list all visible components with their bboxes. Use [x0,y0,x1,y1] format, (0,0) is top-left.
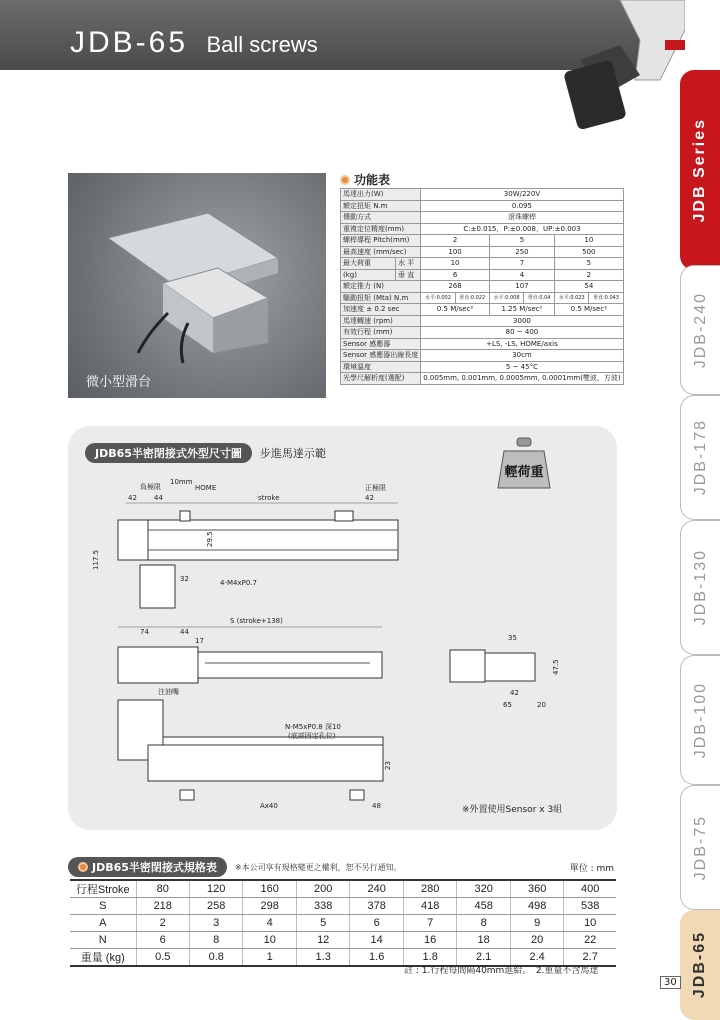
spec-value: 垂直:0.022 [455,292,489,304]
sensor-note: ※外置使用Sensor x 3組 [462,805,563,815]
spec-label: (kg) [341,269,396,281]
spec-value: 268 [421,281,490,293]
table-row [70,898,616,915]
spec-value: 6 [421,269,490,281]
table-cell: 258 [189,898,242,915]
spec-value: 10 [554,235,623,247]
model-name: JDB-65 [70,26,189,59]
badge-text: 輕荷重 [504,465,544,480]
spec-value: 0.095 [421,200,623,212]
spec-row [341,361,624,373]
spec-value: 250 [489,246,554,258]
spec-sublabel: 水 平 [396,258,421,270]
spec-value: 2 [554,269,623,281]
tab-jdb-240[interactable]: JDB-240 [680,265,720,395]
spec-value: 54 [554,281,623,293]
table-cell: 338 [296,898,349,915]
spec-label: Sensor 感應器 [341,338,421,350]
spec-label: 螺桿導程 Pitch(mm) [341,235,421,247]
table-cell: 1.8 [403,949,456,967]
table-cell: 498 [510,898,563,915]
tab-jdb-65[interactable]: JDB-65 [680,910,720,1020]
spec-value: 1.25 M/sec² [489,304,554,316]
table-cell: 1.3 [296,949,349,967]
spec-value: 5 [554,258,623,270]
spec-label: 馬達出力(W) [341,189,421,201]
table-row [70,915,616,932]
spec-label: 馬達轉速 (rpm) [341,315,421,327]
drawing-header [85,443,326,463]
spec-value: 4 [489,269,554,281]
dim-35: 35 [508,634,517,642]
spec-label: 額定推力 (N) [341,281,421,293]
dim-20: 20 [537,701,546,709]
table-cell: 378 [350,898,403,915]
spec-label: 光學尺解析度(選配) [341,373,421,385]
table-cell: 538 [564,898,616,915]
spec-row [341,212,624,224]
dim-table-note: ※本公司享有規格變更之權利，恕不另行通知。 [234,862,402,872]
table-cell: 6 [350,915,403,932]
dim-s-stroke: S (stroke+138) [230,617,283,625]
dim-42c: 42 [510,689,519,697]
dim-42b: 42 [365,494,374,502]
label-m5: N-M5xP0.8 深10 [285,723,341,731]
spec-row [341,281,624,293]
spec-label: 有效行程 (mm) [341,327,421,339]
spec-row [341,373,624,385]
table-cell: 16 [403,932,456,949]
spec-value: 垂直:0.043 [589,292,623,304]
table-cell: 8 [189,932,242,949]
header-title [70,26,318,60]
spec-label: 傳動方式 [341,212,421,224]
spec-value: 0.5 M/sec² [421,304,490,316]
label-home: HOME [195,484,217,492]
spec-value: 3000 [421,315,623,327]
table-cell: 1.6 [350,949,403,967]
dim-42: 42 [128,494,137,502]
table-cell: 160 [243,880,296,898]
dim-44: 44 [154,494,163,502]
product-photo [68,173,326,398]
bullet-icon [340,175,350,185]
table-cell: 3 [189,915,242,932]
spec-title-text: 功能表 [354,173,391,187]
table-cell: 8 [457,915,510,932]
spec-row [341,223,624,235]
spec-value: 水平:0.002 [421,292,455,304]
spec-value: 5 ~ 45°C [421,361,623,373]
label-neg-limit: 負極限 [140,483,161,491]
spec-label: 重複定位精度(mm) [341,223,421,235]
spec-row [341,269,624,281]
spec-row [341,189,624,201]
table-cell: 6 [136,932,189,949]
photo-caption: 微小型滑台 [86,375,152,390]
tab-jdb-130[interactable]: JDB-130 [680,520,720,655]
spec-value: 0.5 M/sec² [554,304,623,316]
spec-value: 垂直:0.04 [524,292,555,304]
row-header: 重量 (kg) [70,949,136,967]
spec-value: 2 [421,235,490,247]
table-row [70,880,616,898]
spec-table [340,188,624,385]
table-cell: 9 [510,915,563,932]
spec-row [341,315,624,327]
spec-label: 額定扭矩 N.m [341,200,421,212]
spec-label: 加速度 ± 0.2 sec [341,304,421,316]
spec-label: 環境溫度 [341,361,421,373]
table-cell: 0.8 [189,949,242,967]
model-subtitle: Ball screws [206,32,318,57]
spec-row [341,338,624,350]
dim-44b: 44 [180,628,189,636]
dimension-drawing [80,475,610,825]
dim-23: 23 [384,761,392,770]
table-cell: 240 [350,880,403,898]
table-row [70,932,616,949]
spec-label: Sensor 感應器出線長度 [341,350,421,362]
dim-48: 48 [372,802,381,810]
table-cell: 2.4 [510,949,563,967]
table-cell: 22 [564,932,616,949]
spec-value: 10 [421,258,490,270]
tab-jdb-178[interactable]: JDB-178 [680,395,720,520]
table-cell: 418 [403,898,456,915]
row-header: N [70,932,136,949]
dim-table-title: JDB65半密閉接式規格表 [68,857,227,877]
row-header: S [70,898,136,915]
spec-sublabel: 垂 直 [396,269,421,281]
table-cell: 10 [564,915,616,932]
spec-value: 滾珠螺桿 [421,212,623,224]
spec-value: 100 [421,246,490,258]
spec-label: 最大荷重 [341,258,396,270]
row-header: A [70,915,136,932]
label-m5-bottom: (底部固定孔位) [288,732,336,740]
table-cell: 2.7 [564,949,616,967]
spec-value: 水平:0.023 [554,292,588,304]
table-cell: 2.1 [457,949,510,967]
spec-row [341,292,624,304]
dim-32: 32 [180,575,189,583]
series-sidebar [680,70,720,1020]
page-number: 30 [660,976,681,989]
spec-label: 驅動扭矩 (Mta) N.m [341,292,421,304]
table-cell: 80 [136,880,189,898]
spec-value: 80 ~ 400 [421,327,623,339]
dim-table-unit: 單位 : mm [569,863,614,874]
dim-47: 47.5 [552,659,560,675]
spec-value: 500 [554,246,623,258]
table-cell: 298 [243,898,296,915]
table-cell: 2 [136,915,189,932]
dim-65: 65 [503,701,512,709]
dim-29: 29.5 [206,531,214,547]
row-header: 行程Stroke [70,880,136,898]
table-cell: 0.5 [136,949,189,967]
table-cell: 320 [457,880,510,898]
dim-74: 74 [140,628,149,636]
dim-table-header [68,857,614,877]
spec-value: 水平:0.008 [489,292,523,304]
spec-value: 5 [489,235,554,247]
table-cell: 12 [296,932,349,949]
table-cell: 458 [457,898,510,915]
table-cell: 120 [189,880,242,898]
bullet-icon [78,862,88,872]
spec-value: C:±0.015，P:±0.008，UP:±0.003 [421,223,623,235]
table-cell: 4 [243,915,296,932]
table-cell: 400 [564,880,616,898]
table-cell: 18 [457,932,510,949]
spec-value: 0.005mm, 0.001mm, 0.0005mm, 0.0001mm(雙波，方波) [421,373,623,385]
tab-jdb-series[interactable]: JDB Series [680,70,720,270]
spec-row [341,350,624,362]
drawing-subtitle: 步進馬達示範 [259,447,326,460]
actuator-motor-image [560,0,685,135]
slide-photo-illustration [68,173,326,398]
spec-value: 107 [489,281,554,293]
table-cell: 218 [136,898,189,915]
dim-table [70,879,616,967]
spec-row [341,246,624,258]
spec-row [341,304,624,316]
spec-value: 7 [489,258,554,270]
spec-label: 最高速度 (mm/sec) [341,246,421,258]
table-cell: 360 [510,880,563,898]
spec-value: 30cm [421,350,623,362]
tab-jdb-100[interactable]: JDB-100 [680,655,720,785]
spec-row [341,200,624,212]
spec-value: 30W/220V [421,189,623,201]
table-cell: 7 [403,915,456,932]
drawing-title: JDB65半密閉接式外型尺寸圖 [85,443,252,463]
dim-117: 117.5 [92,549,100,570]
table-cell: 14 [350,932,403,949]
dim-17: 17 [195,637,204,645]
label-10mm: 10mm [170,478,193,486]
table-cell: 10 [243,932,296,949]
table-cell: 200 [296,880,349,898]
spec-value: +LS, -LS, HOME/axis [421,338,623,350]
dim-stroke: stroke [258,494,280,502]
table-cell: 5 [296,915,349,932]
spec-row [341,327,624,339]
label-m4: 4-M4xP0.7 [220,579,257,587]
dim-footnote: 註 : 1.行程每間隔40mm進給。 2.重量不含馬達 [404,966,599,976]
dim-ax40: Ax40 [260,802,278,810]
label-pos-limit: 正極限 [365,484,386,492]
label-oil-nipple: 注油嘴 [158,688,179,696]
table-cell: 280 [403,880,456,898]
spec-row [341,258,624,270]
tab-jdb-75[interactable]: JDB-75 [680,785,720,910]
spec-table-title [340,171,390,188]
spec-row [341,235,624,247]
table-cell: 1 [243,949,296,967]
table-cell: 20 [510,932,563,949]
